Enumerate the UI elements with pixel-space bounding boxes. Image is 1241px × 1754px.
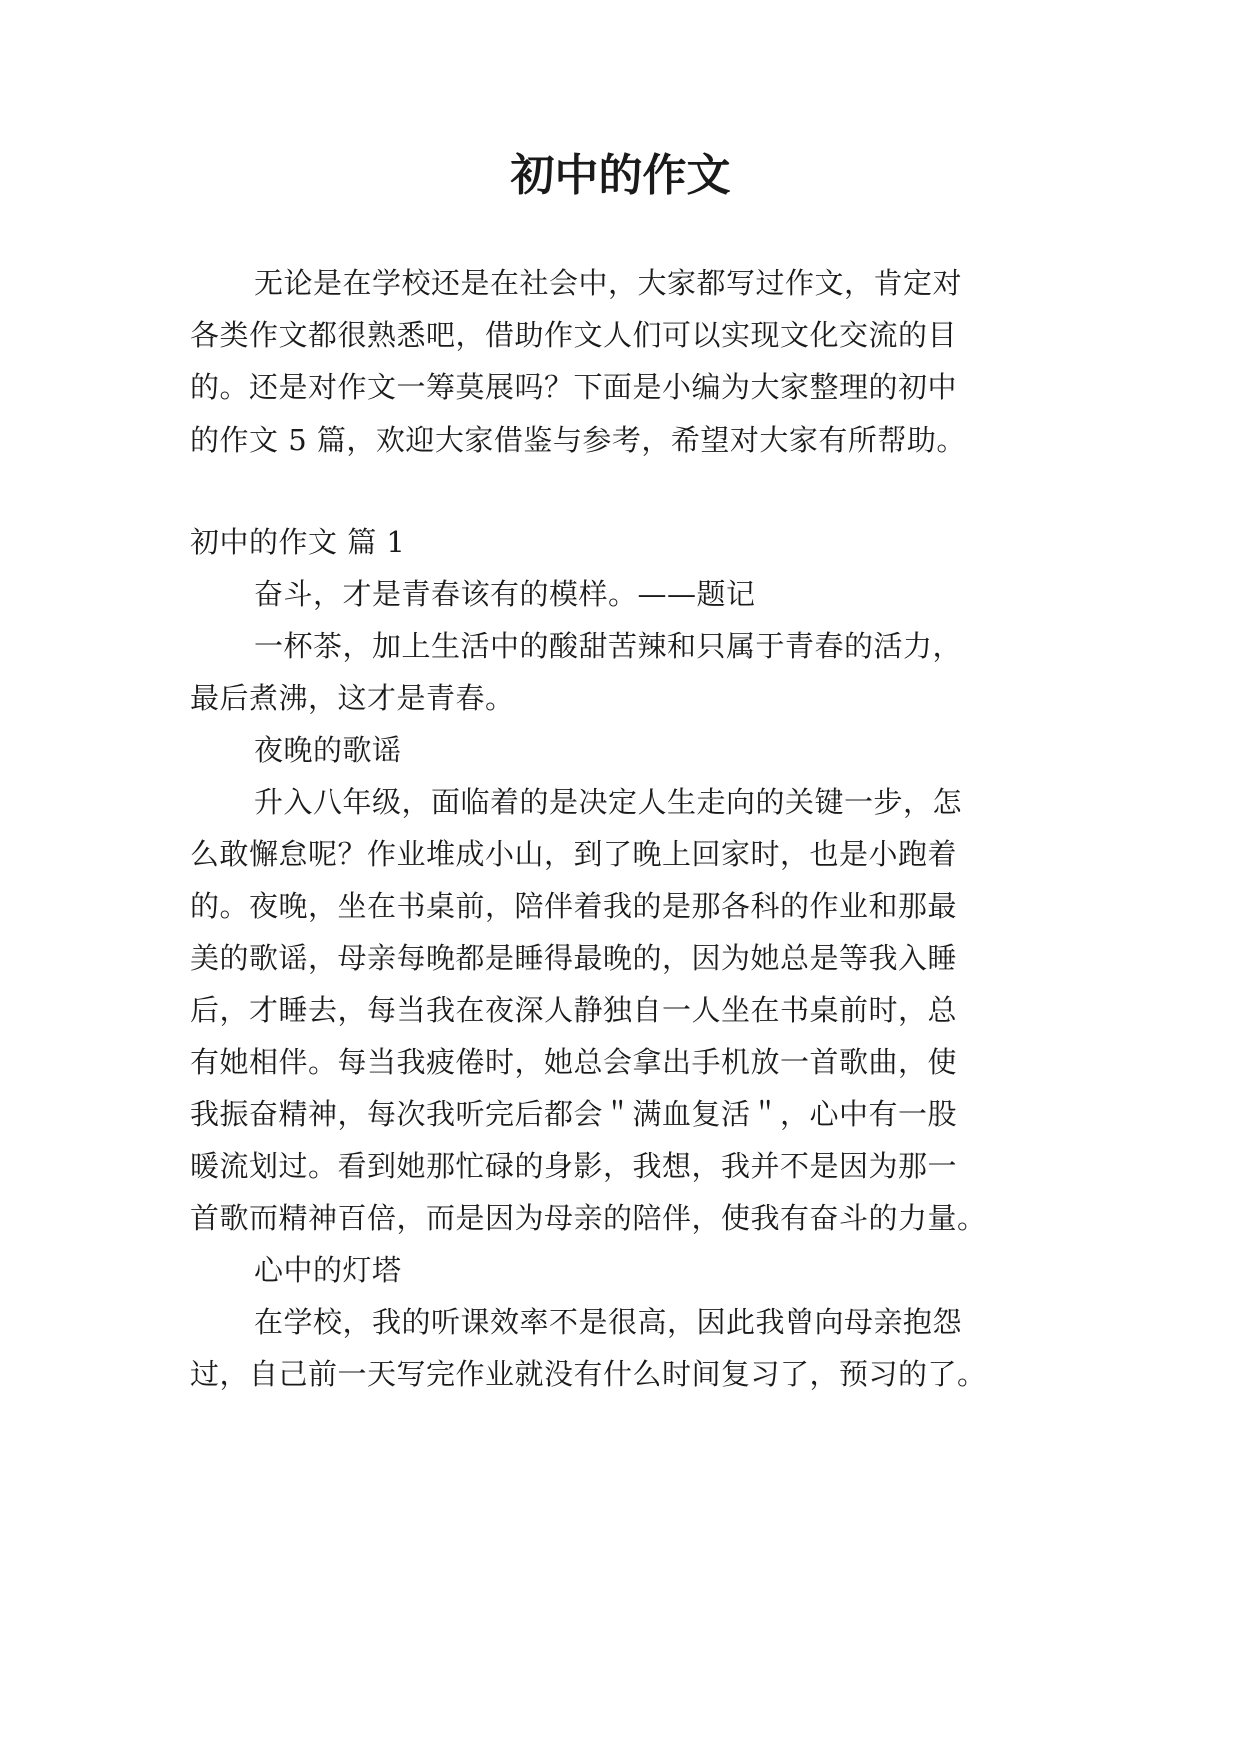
body-line: 后，才睡去，每当我在夜深人静独自一人坐在书桌前时，总 [190, 993, 958, 1027]
body-line: 在学校，我的听课效率不是很高，因此我曾向母亲抱怨 [254, 1305, 963, 1339]
body-line: 么敢懈怠呢？作业堆成小山，到了晚上回家时，也是小跑着 [190, 837, 958, 871]
body-line: 首歌而精神百倍，而是因为母亲的陪伴，使我有奋斗的力量。 [190, 1201, 987, 1235]
body-line: 奋斗，才是青春该有的模样。——题记 [254, 577, 756, 611]
body-line: 暖流划过。看到她那忙碌的身影，我想，我并不是因为那一 [190, 1149, 958, 1183]
body-line: 美的歌谣，母亲每晚都是睡得最晚的，因为她总是等我入睡 [190, 941, 958, 975]
intro-line: 无论是在学校还是在社会中，大家都写过作文，肯定对 [254, 266, 963, 300]
body-line: 我振奋精神，每次我听完后都会＂满血复活＂，心中有一股 [190, 1097, 958, 1131]
subheading: 夜晚的歌谣 [254, 733, 402, 767]
section-heading: 初中的作文 篇 1 [190, 525, 406, 559]
body-line: 最后煮沸，这才是青春。 [190, 681, 515, 715]
body-line: 升入八年级，面临着的是决定人生走向的关键一步，怎 [254, 785, 963, 819]
subheading: 心中的灯塔 [254, 1253, 402, 1287]
intro-line: 各类作文都很熟悉吧，借助作文人们可以实现文化交流的目 [190, 318, 958, 352]
body-line: 的。夜晚，坐在书桌前，陪伴着我的是那各科的作业和那最 [190, 889, 958, 923]
intro-line: 的作文 5 篇，欢迎大家借鉴与参考，希望对大家有所帮助。 [190, 423, 966, 457]
body-line: 过，自己前一天写完作业就没有什么时间复习了，预习的了。 [190, 1357, 987, 1391]
page-title: 初中的作文 [510, 150, 731, 201]
intro-line: 的。还是对作文一筹莫展吗？下面是小编为大家整理的初中 [190, 370, 958, 404]
body-line: 有她相伴。每当我疲倦时，她总会拿出手机放一首歌曲，使 [190, 1045, 958, 1079]
body-line: 一杯茶，加上生活中的酸甜苦辣和只属于青春的活力， [254, 629, 963, 663]
